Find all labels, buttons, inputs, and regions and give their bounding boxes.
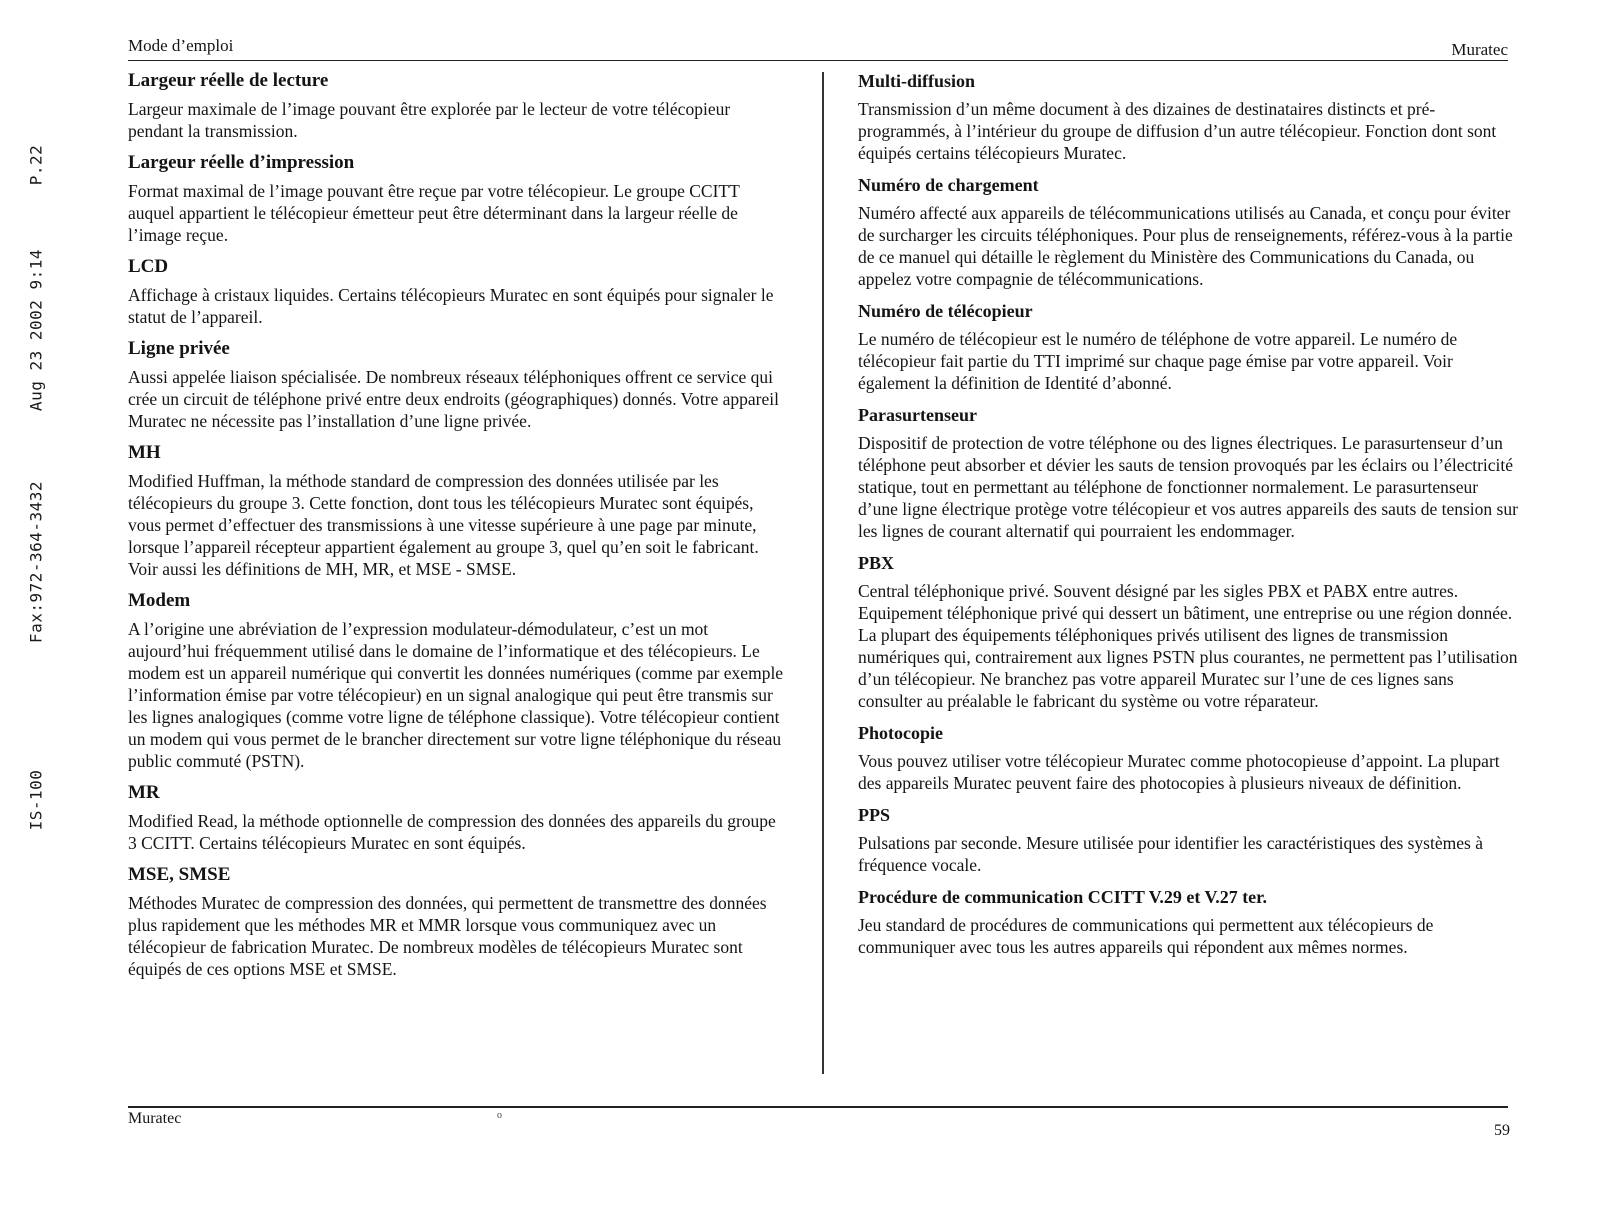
glossary-term: Numéro de chargement xyxy=(858,175,1039,195)
glossary-definition: Vous pouvez utiliser votre télécopieur Muratec comme photocopieuse d’appoint. La plupart des appareils Muratec peuvent faire des photocopies à plusieurs niveaux de définition. xyxy=(858,751,1500,793)
glossary-definition: Largeur maximale de l’image pouvant être explorée par le lecteur de votre télécopieur pendant la transmission. xyxy=(128,99,731,141)
glossary-definition: Aussi appelée liaison spécialisée. De nombreux réseaux téléphoniques offrent ce service qui crée un circuit de téléphone privé entre deux endroits (géographiques) donnés. Votre appareil Muratec ne nécessite pas l’installation d’une ligne privée. xyxy=(128,367,779,431)
glossary-definition: Central téléphonique privé. Souvent désigné par les sigles PBX et PABX entre autres. Equipement téléphonique privé qui dessert un bâtiment, une entreprise ou une région donnée. La plupart des équipements téléphoniques privés utilisent des lignes de transmission numériques qui, contrairement aux lignes PSTN plus courantes, ne permettent pas l’utilisation d’un télécopieur. Ne branchez pas votre appareil Muratec sur l’une de ces lignes sans consulter au préalable le fabricant du système ou votre réparateur. xyxy=(858,581,1518,711)
running-header xyxy=(128,34,1508,61)
glossary-definition: Jeu standard de procédures de communications qui permettent aux télécopieurs de communiquer avec tous les autres appareils qui répondent aux mêmes normes. xyxy=(858,915,1434,957)
glossary-entry xyxy=(128,152,788,246)
left-column xyxy=(128,70,788,990)
glossary-term: Parasurtenseur xyxy=(858,405,977,425)
fax-model: IS-100 xyxy=(26,769,46,831)
glossary-definition: Dispositif de protection de votre téléphone ou des lignes électriques. Le parasurtenseur d’un téléphone peut absorber et dévier les sauts de tension provoqués par les éclairs ou l’électricité statique, tout en permettant au téléphone de fonctionner normalement. Le parasurtenseur d’une ligne électrique protège votre télécopieur et vos autres appareils des sauts de tension sur les lignes de courant alternatif qui pourraient les endommager. xyxy=(858,433,1518,541)
glossary-entry xyxy=(858,70,1518,164)
glossary-definition: Transmission d’un même document à des dizaines de destinataires distincts et pré-programmés, à l’intérieur du groupe de diffusion d’un autre télécopieur. Fonction dont sont équipés certains télécopieurs Muratec. xyxy=(858,99,1497,163)
right-column xyxy=(858,70,1518,968)
glossary-term: Photocopie xyxy=(858,723,943,743)
glossary-definition: Affichage à cristaux liquides. Certains télécopieurs Muratec en sont équipés pour signaler le statut de l’appareil. xyxy=(128,285,774,327)
glossary-term: Procédure de communication CCITT V.29 et V.27 ter. xyxy=(858,887,1268,907)
glossary-definition: Modified Huffman, la méthode standard de compression des données utilisée par les télécopieurs du groupe 3. Cette fonction, dont tous les télécopieurs Muratec sont équipés, vous permet d’effectuer des transmissions à une vitesse supérieure à une page par minute, lorsque l’appareil récepteur appartient également au groupe 3, quel qu’en soit le fabricant. Voir aussi les définitions de MH, MR, et MSE - SMSE. xyxy=(128,471,759,579)
fax-transmission-header xyxy=(0,0,60,1228)
fax-page-number: P.22 xyxy=(26,144,46,186)
glossary-definition: Numéro affecté aux appareils de télécommunications utilisés au Canada, et conçu pour éviter de surcharger les circuits téléphoniques. Pour plus de renseignements, référez-vous à la partie de ce manuel qui détaille le règlement du Ministère des Communications du Canada, ou appelez votre compagnie de télécommunications. xyxy=(858,203,1513,289)
glossary-term: PPS xyxy=(858,805,891,825)
fax-number: Fax:972-364-3432 xyxy=(26,480,46,644)
glossary-definition: Format maximal de l’image pouvant être reçue par votre télécopieur. Le groupe CCITT auquel appartient le télécopieur émetteur peut être déterminant dans la largeur réelle de l’image reçue. xyxy=(128,181,740,245)
glossary-definition: Le numéro de télécopieur est le numéro de téléphone de votre appareil. Le numéro de télécopieur fait partie du TTI imprimé sur chaque page émise par votre appareil. Voir également la définition de Identité d’abonné. xyxy=(858,329,1458,393)
glossary-entry xyxy=(858,300,1518,394)
glossary-term: Largeur réelle d’impression xyxy=(128,152,355,173)
glossary-definition: Pulsations par seconde. Mesure utilisée pour identifier les caractéristiques des systèmes à fréquence vocale. xyxy=(858,833,1483,875)
glossary-term: MSE, SMSE xyxy=(128,864,231,885)
glossary-term: Modem xyxy=(128,590,191,611)
glossary-entry xyxy=(128,442,788,580)
glossary-entry xyxy=(858,886,1518,958)
glossary-term: Largeur réelle de lecture xyxy=(128,70,329,91)
glossary-entry xyxy=(128,70,788,142)
glossary-entry xyxy=(128,338,788,432)
glossary-entry xyxy=(128,256,788,328)
glossary-entry xyxy=(858,174,1518,290)
header-manual-title: Mode d’emploi xyxy=(128,36,234,55)
footer-mark: o xyxy=(497,1110,502,1121)
glossary-entry xyxy=(128,590,788,772)
glossary-term: MH xyxy=(128,442,161,463)
fax-date: Aug 23 2002 9:14 xyxy=(26,248,46,412)
glossary-definition: Modified Read, la méthode optionnelle de compression des données des appareils du groupe 3 CCITT. Certains télécopieurs Muratec en sont équipés. xyxy=(128,811,776,853)
glossary-definition: Méthodes Muratec de compression des données, qui permettent de transmettre des données plus rapidement que les méthodes MR et MMR lorsque vous communiquez avec un télécopieur de fabrication Muratec. De nombreux modèles de télécopieurs Muratec sont équipés de ces options MSE et SMSE. xyxy=(128,893,767,979)
header-brand: Muratec xyxy=(1451,40,1508,59)
glossary-entry xyxy=(128,782,788,854)
footer-rule xyxy=(128,1106,1508,1108)
glossary-term: LCD xyxy=(128,256,169,277)
column-divider xyxy=(822,72,824,1074)
glossary-entry xyxy=(858,804,1518,876)
glossary-term: PBX xyxy=(858,553,894,573)
glossary-term: Ligne privée xyxy=(128,338,230,359)
glossary-term: Multi-diffusion xyxy=(858,71,976,91)
glossary-entry xyxy=(128,864,788,980)
footer-brand: Muratec xyxy=(128,1110,182,1127)
glossary-entry xyxy=(858,404,1518,542)
glossary-term: Numéro de télécopieur xyxy=(858,301,1033,321)
glossary-term: MR xyxy=(128,782,160,803)
page-number: 59 xyxy=(1494,1122,1510,1139)
glossary-entry xyxy=(858,722,1518,794)
glossary-entry xyxy=(858,552,1518,712)
glossary-definition: A l’origine une abréviation de l’expression modulateur-démodulateur, c’est un mot aujourd’hui fréquemment utilisé dans le domaine de l’informatique et des télécopieurs. Le modem est un appareil numérique qui convertit les données numériques (comme par exemple l’information émise par votre télécopieur) en un signal analogique qui peut être transmis sur les lignes analogiques (comme votre ligne de téléphone classique). Votre télécopieur contient un modem qui vous permet de le brancher directement sur votre ligne téléphonique du réseau public commuté (PSTN). xyxy=(128,619,784,771)
